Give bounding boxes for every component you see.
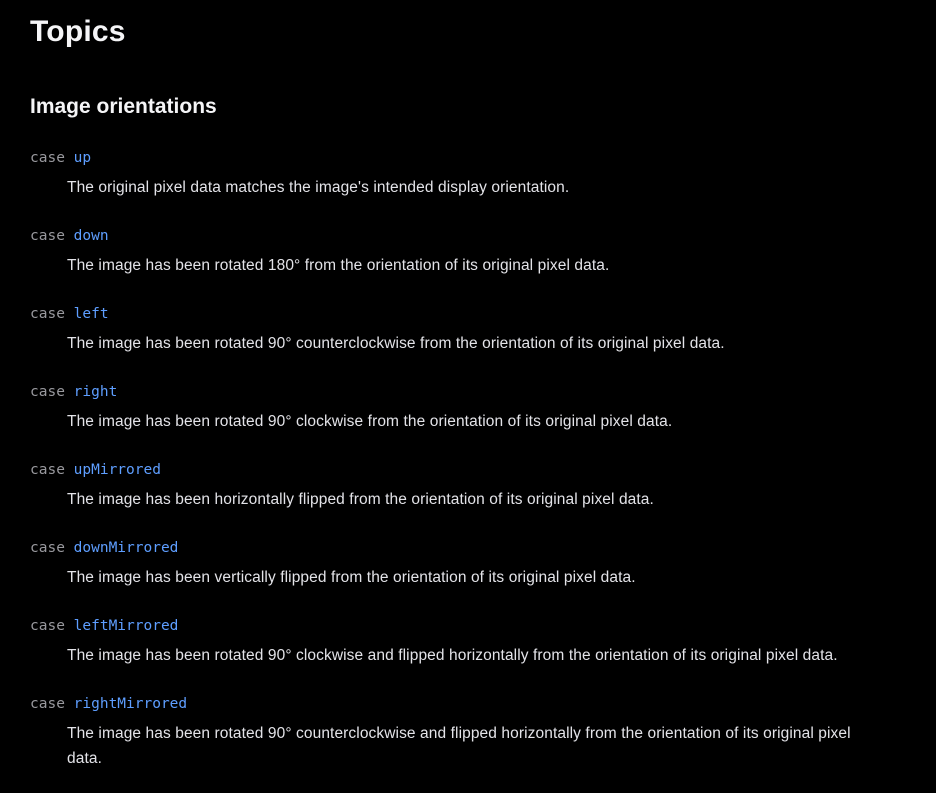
case-description: The image has been rotated 90° clockwise from the orientation of its original pixel data. — [67, 413, 673, 430]
case-keyword: case — [30, 540, 65, 556]
case-description: The image has been rotated 180° from the orientation of its original pixel data. — [67, 257, 610, 274]
case-description: The image has been vertically flipped from the orientation of its original pixel data. — [67, 569, 636, 586]
case-declaration — [30, 148, 906, 168]
case-declaration — [30, 616, 906, 636]
case-link-downmirrored[interactable]: downMirrored — [73, 540, 179, 556]
case-keyword: case — [30, 306, 65, 322]
case-link-down[interactable]: down — [73, 228, 109, 244]
topic-item — [30, 460, 906, 512]
case-description: The original pixel data matches the image's intended display orientation. — [67, 179, 570, 196]
case-link-leftmirrored[interactable]: leftMirrored — [73, 618, 179, 634]
topic-item — [30, 148, 906, 200]
case-link-left[interactable]: left — [73, 306, 109, 322]
case-description: The image has been horizontally flipped from the orientation of its original pixel data. — [67, 491, 654, 508]
case-keyword: case — [30, 150, 65, 166]
case-description: The image has been rotated 90° clockwise and flipped horizontally from the orientation of its original pixel data. — [67, 647, 838, 664]
case-description: The image has been rotated 90° counterclockwise from the orientation of its original pixel data. — [67, 335, 725, 352]
case-declaration — [30, 694, 906, 714]
case-declaration — [30, 226, 906, 246]
case-description: The image has been rotated 90° counterclockwise and flipped horizontally from the orientation of its original pixel data. — [67, 725, 851, 767]
case-link-right[interactable]: right — [73, 384, 118, 400]
case-link-rightmirrored[interactable]: rightMirrored — [73, 696, 188, 712]
case-declaration — [30, 538, 906, 558]
case-keyword: case — [30, 228, 65, 244]
case-keyword: case — [30, 696, 65, 712]
topic-item — [30, 538, 906, 590]
case-link-up[interactable]: up — [73, 150, 92, 166]
topic-item — [30, 226, 906, 278]
case-link-upmirrored[interactable]: upMirrored — [73, 462, 161, 478]
case-keyword: case — [30, 384, 65, 400]
topic-item — [30, 616, 906, 668]
topic-item — [30, 694, 906, 771]
case-keyword: case — [30, 462, 65, 478]
section-title: Image orientations — [30, 95, 217, 118]
case-declaration — [30, 304, 906, 324]
topics-section — [30, 95, 906, 771]
topic-item — [30, 382, 906, 434]
page-title: Topics — [30, 15, 126, 48]
case-declaration — [30, 460, 906, 480]
case-keyword: case — [30, 618, 65, 634]
case-declaration — [30, 382, 906, 402]
topic-item — [30, 304, 906, 356]
